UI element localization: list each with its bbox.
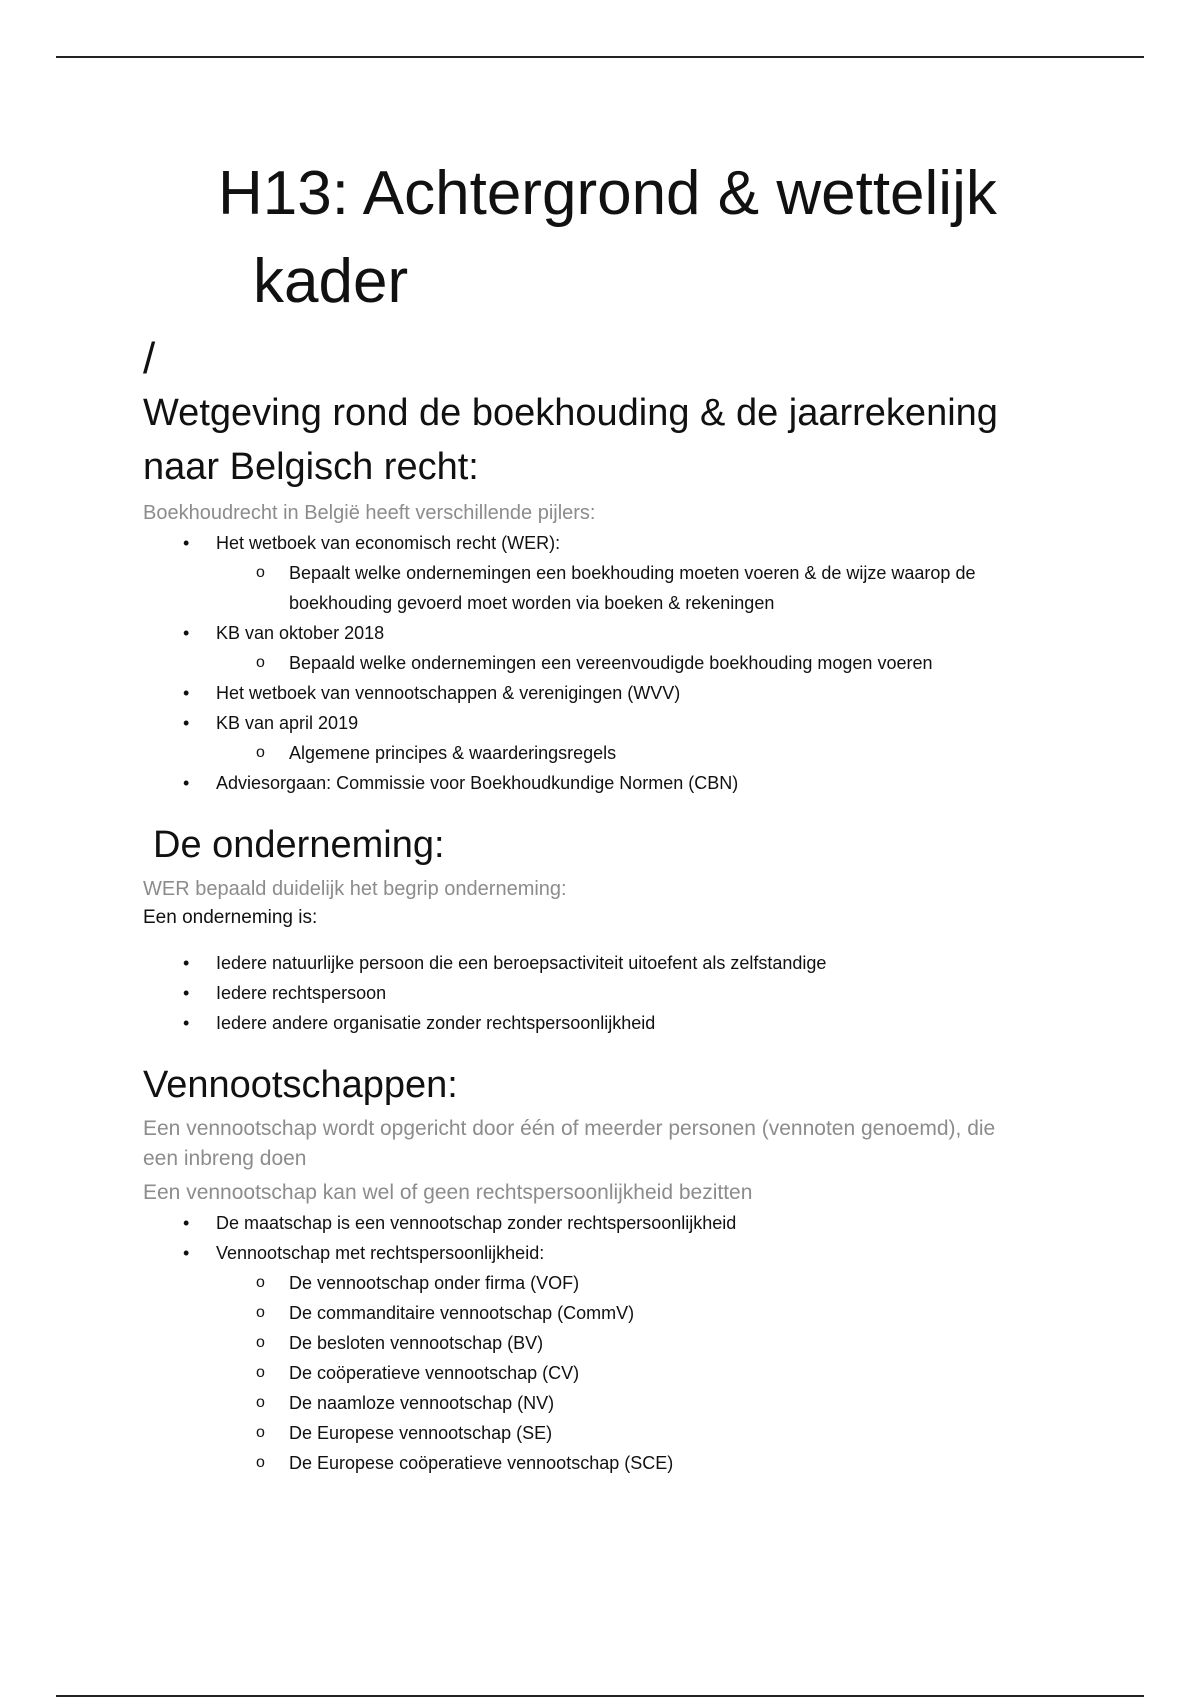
sub-item-text: De besloten vennootschap (BV) bbox=[289, 1333, 544, 1353]
lead-onderneming: Een onderneming is: bbox=[143, 907, 318, 928]
spacer bbox=[143, 932, 1103, 948]
list-item bbox=[143, 978, 1103, 1008]
sub-list-item bbox=[216, 738, 1103, 768]
vennootschap-list bbox=[143, 1208, 1103, 1478]
sub-list-item bbox=[216, 1418, 1103, 1448]
sub-list-item bbox=[216, 1268, 1103, 1298]
heading-onderneming: De onderneming: bbox=[153, 824, 445, 866]
list-item bbox=[143, 618, 1103, 678]
circle-bullet-icon: o bbox=[256, 1394, 265, 1411]
sub-item-text: De Europese vennootschap (SE) bbox=[289, 1423, 553, 1443]
sub-list-item bbox=[216, 1388, 1103, 1418]
list-item bbox=[143, 768, 1103, 798]
document-body bbox=[143, 150, 1103, 1478]
bullet-icon: • bbox=[183, 533, 190, 553]
sub-list-item bbox=[216, 1328, 1103, 1358]
intro-vennootschap-2: Een vennootschap kan wel of geen rechtspersoonlijkheid bezitten bbox=[143, 1181, 753, 1204]
bullet-icon: • bbox=[183, 623, 190, 643]
sub-item-text: De coöperatieve vennootschap (CV) bbox=[289, 1363, 580, 1383]
sub-list bbox=[216, 558, 1103, 618]
heading-wetgeving-line-2: naar Belgisch recht: bbox=[143, 446, 479, 488]
circle-bullet-icon: o bbox=[256, 654, 265, 671]
list-item-text: Het wetboek van vennootschappen & verenigingen (WVV) bbox=[216, 683, 681, 703]
bullet-icon: • bbox=[183, 1013, 190, 1033]
list-item-text: Vennootschap met rechtspersoonlijkheid: bbox=[216, 1243, 545, 1263]
list-item bbox=[143, 1008, 1103, 1038]
onderneming-list bbox=[143, 948, 1103, 1038]
circle-bullet-icon: o bbox=[256, 1334, 265, 1351]
sub-list bbox=[216, 648, 1103, 678]
bullet-icon: • bbox=[183, 983, 190, 1003]
bullet-icon: • bbox=[183, 953, 190, 973]
circle-bullet-icon: o bbox=[256, 1454, 265, 1471]
list-item-text: Adviesorgaan: Commissie voor Boekhoudkundige Normen (CBN) bbox=[216, 773, 739, 793]
sub-list bbox=[216, 1268, 1103, 1478]
bullet-icon: • bbox=[183, 1213, 190, 1233]
list-item bbox=[143, 708, 1103, 768]
sub-item-text: De naamloze vennootschap (NV) bbox=[289, 1393, 555, 1413]
circle-bullet-icon: o bbox=[256, 1424, 265, 1441]
bullet-icon: • bbox=[183, 683, 190, 703]
intro-line-2: een inbreng doen bbox=[143, 1147, 307, 1170]
sub-item-text: Bepaald welke ondernemingen een vereenvoudigde boekhouding mogen voeren bbox=[289, 653, 933, 673]
intro-vennootschap-1 bbox=[143, 1114, 1103, 1174]
bottom-rule bbox=[56, 1695, 1144, 1697]
circle-bullet-icon: o bbox=[256, 1274, 265, 1291]
intro-line-1: Een vennootschap wordt opgericht door één of meerder personen (vennoten genoemd), die bbox=[143, 1117, 996, 1140]
bullet-icon: • bbox=[183, 773, 190, 793]
intro-boekhoudrecht: Boekhoudrecht in België heeft verschillende pijlers: bbox=[143, 502, 596, 524]
circle-bullet-icon: o bbox=[256, 564, 265, 581]
list-item-text: KB van oktober 2018 bbox=[216, 623, 385, 643]
title-line-2: kader bbox=[253, 247, 409, 316]
sub-item-text: De vennootschap onder firma (VOF) bbox=[289, 1273, 580, 1293]
list-item bbox=[143, 1238, 1103, 1478]
pijlers-list bbox=[143, 528, 1103, 798]
list-item bbox=[143, 528, 1103, 618]
intro-onderneming: WER bepaald duidelijk het begrip onderneming: bbox=[143, 878, 567, 900]
sub-list bbox=[216, 738, 1103, 768]
list-item bbox=[143, 948, 1103, 978]
list-item-text: Iedere natuurlijke persoon die een beroepsactiviteit uitoefent als zelfstandige bbox=[216, 953, 827, 973]
list-item-text: Iedere rechtspersoon bbox=[216, 983, 387, 1003]
bullet-icon: • bbox=[183, 1243, 190, 1263]
sub-item-text: De commanditaire vennootschap (CommV) bbox=[289, 1303, 635, 1323]
circle-bullet-icon: o bbox=[256, 1364, 265, 1381]
heading-wetgeving bbox=[143, 386, 1103, 494]
title-line-1: H13: Achtergrond & wettelijk bbox=[218, 159, 997, 228]
list-item-text: KB van april 2019 bbox=[216, 713, 359, 733]
heading-vennootschappen: Vennootschappen: bbox=[143, 1064, 458, 1106]
title-slash: / bbox=[143, 334, 156, 383]
sub-list-item bbox=[216, 1298, 1103, 1328]
circle-bullet-icon: o bbox=[256, 744, 265, 761]
page-title bbox=[143, 150, 1103, 326]
sub-item-text: Algemene principes & waarderingsregels bbox=[289, 743, 617, 763]
list-item-text: Het wetboek van economisch recht (WER): bbox=[216, 533, 561, 553]
sub-item-text: Bepaalt welke ondernemingen een boekhouding moeten voeren & de wijze waarop de bbox=[289, 563, 976, 583]
list-item bbox=[143, 678, 1103, 708]
sub-item-text-cont: boekhouding gevoerd moet worden via boeken & rekeningen bbox=[289, 593, 775, 613]
top-rule bbox=[56, 56, 1144, 58]
heading-wetgeving-line-1: Wetgeving rond de boekhouding & de jaarrekening bbox=[143, 392, 998, 434]
circle-bullet-icon: o bbox=[256, 1304, 265, 1321]
list-item bbox=[143, 1208, 1103, 1238]
sub-list-item bbox=[216, 1448, 1103, 1478]
list-item-text: De maatschap is een vennootschap zonder rechtspersoonlijkheid bbox=[216, 1213, 737, 1233]
list-item-text: Iedere andere organisatie zonder rechtspersoonlijkheid bbox=[216, 1013, 656, 1033]
sub-list-item bbox=[216, 1358, 1103, 1388]
sub-list-item bbox=[216, 648, 1103, 678]
sub-item-text: De Europese coöperatieve vennootschap (SCE) bbox=[289, 1453, 674, 1473]
bullet-icon: • bbox=[183, 713, 190, 733]
sub-list-item bbox=[216, 558, 1103, 618]
